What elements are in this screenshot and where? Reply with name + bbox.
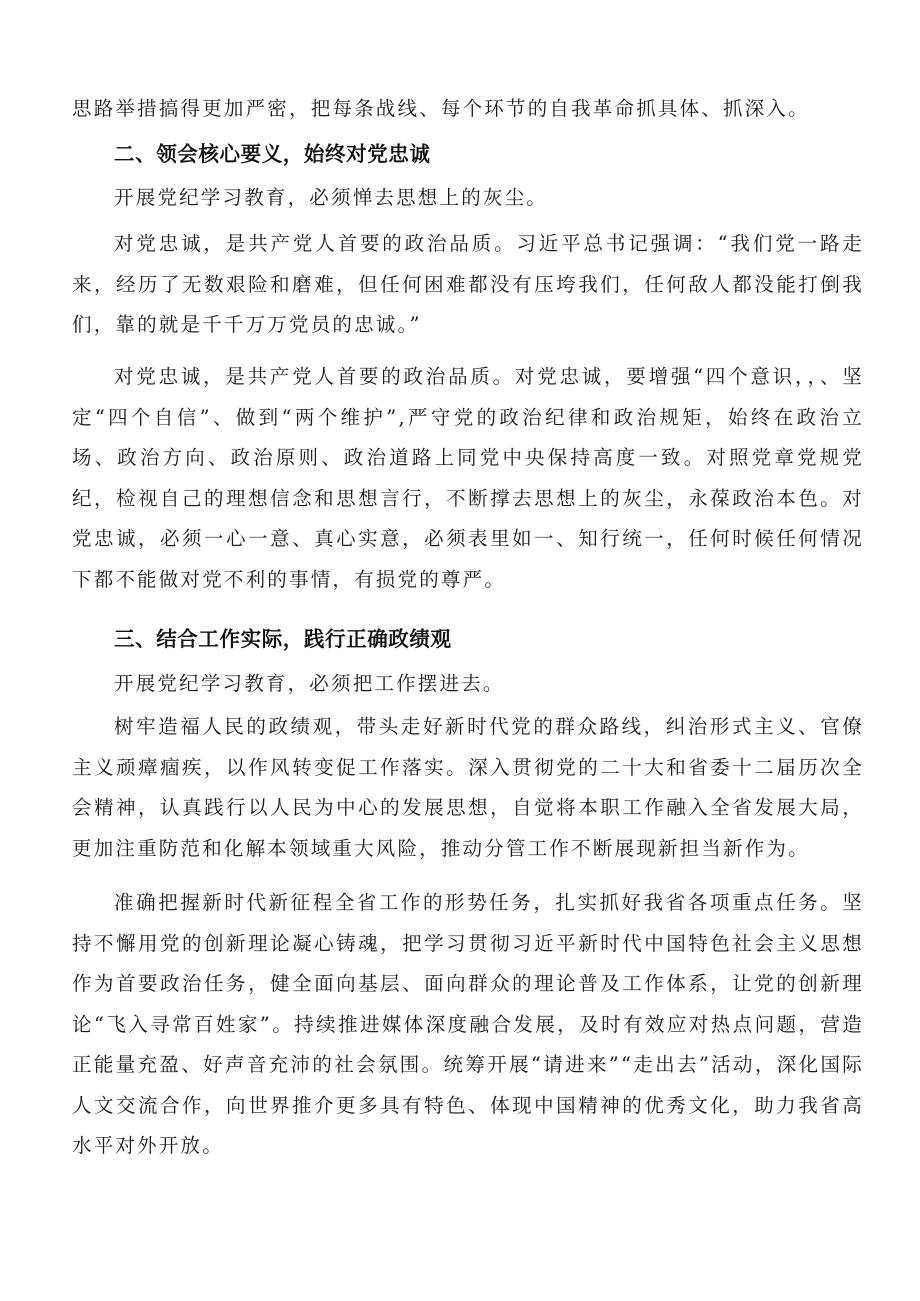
section-heading-two: 二、领会核心要义，始终对党忠诚 xyxy=(114,142,431,166)
paragraph-loyalty-quote: 对党忠诚，是共产党人首要的政治品质。习近平总书记强调：“我们党一路走来，经历了无数艰险和磨难，但任何困难都没有压垮我们，任何敌人都没能打倒我们，靠的就是千千万万党员的忠诚。” xyxy=(72,232,864,336)
paragraph-loyalty-requirements: 对党忠诚，是共产党人首要的政治品质。对党忠诚，要增强“四个意识，，、坚定“四个自信”、做到“两个维护”,严守党的政治纪律和政治规矩，始终在政治立场、政治方向、政治原则、政治道路上同党中央保持高度一致。对照党章党规党纪，检视自己的理想信念和思想言行，不断撑去思想上的灰尘，永葆政治本色。对党忠诚，必须一心一意、真心实意，必须表里如一、知行统一，任何时候任何情况下都不能做对党不利的事情，有损党的尊严。 xyxy=(72,365,864,591)
paragraph-key-tasks: 准确把握新时代新征程全省工作的形势任务，扎实抓好我省各项重点任务。坚持不懈用党的创新理论凝心铸魂，把学习贯彻习近平新时代中国特色社会主义思想作为首要政治任务，健全面向基层、面向群众的理论普及工作体系，让党的创新理论“飞入寻常百姓家”。持续推进媒体深度融合发展，及时有效应对热点问题，营造正能量充盈、好声音充沛的社会氛围。统筹开展“请进来”“走出去”活动，深化国际人文交流合作，向世界推介更多具有特色、体现中国精神的优秀文化，助力我省高水平对外开放。 xyxy=(72,891,864,1157)
paragraph-lead-three: 开展党纪学习教育，必须把工作摆进去。 xyxy=(114,672,505,695)
paragraph-lead-two: 开展党纪学习教育，必须惮去思想上的灰尘。 xyxy=(114,186,549,209)
paragraph-performance-view: 树牢造福人民的政绩观，带头走好新时代党的群众路线，纠治形式主义、官僚主义顽瘴痼疾，以作风转变促工作落实。深入贯彻党的二十大和省委十二届历次全会精神，认真践行以人民为中心的发展思想，自觉将本职工作融入全省发展大局，更加注重防范和化解本领域重大风险，推动分管工作不断展现新担当新作为。 xyxy=(72,715,864,860)
section-heading-three: 三、结合工作实际，践行正确政绩观 xyxy=(114,627,452,651)
paragraph-continuation: 思路举措搞得更加严密，把每条战线、每个环节的自我革命抓具体、抓深入。 xyxy=(72,97,810,120)
